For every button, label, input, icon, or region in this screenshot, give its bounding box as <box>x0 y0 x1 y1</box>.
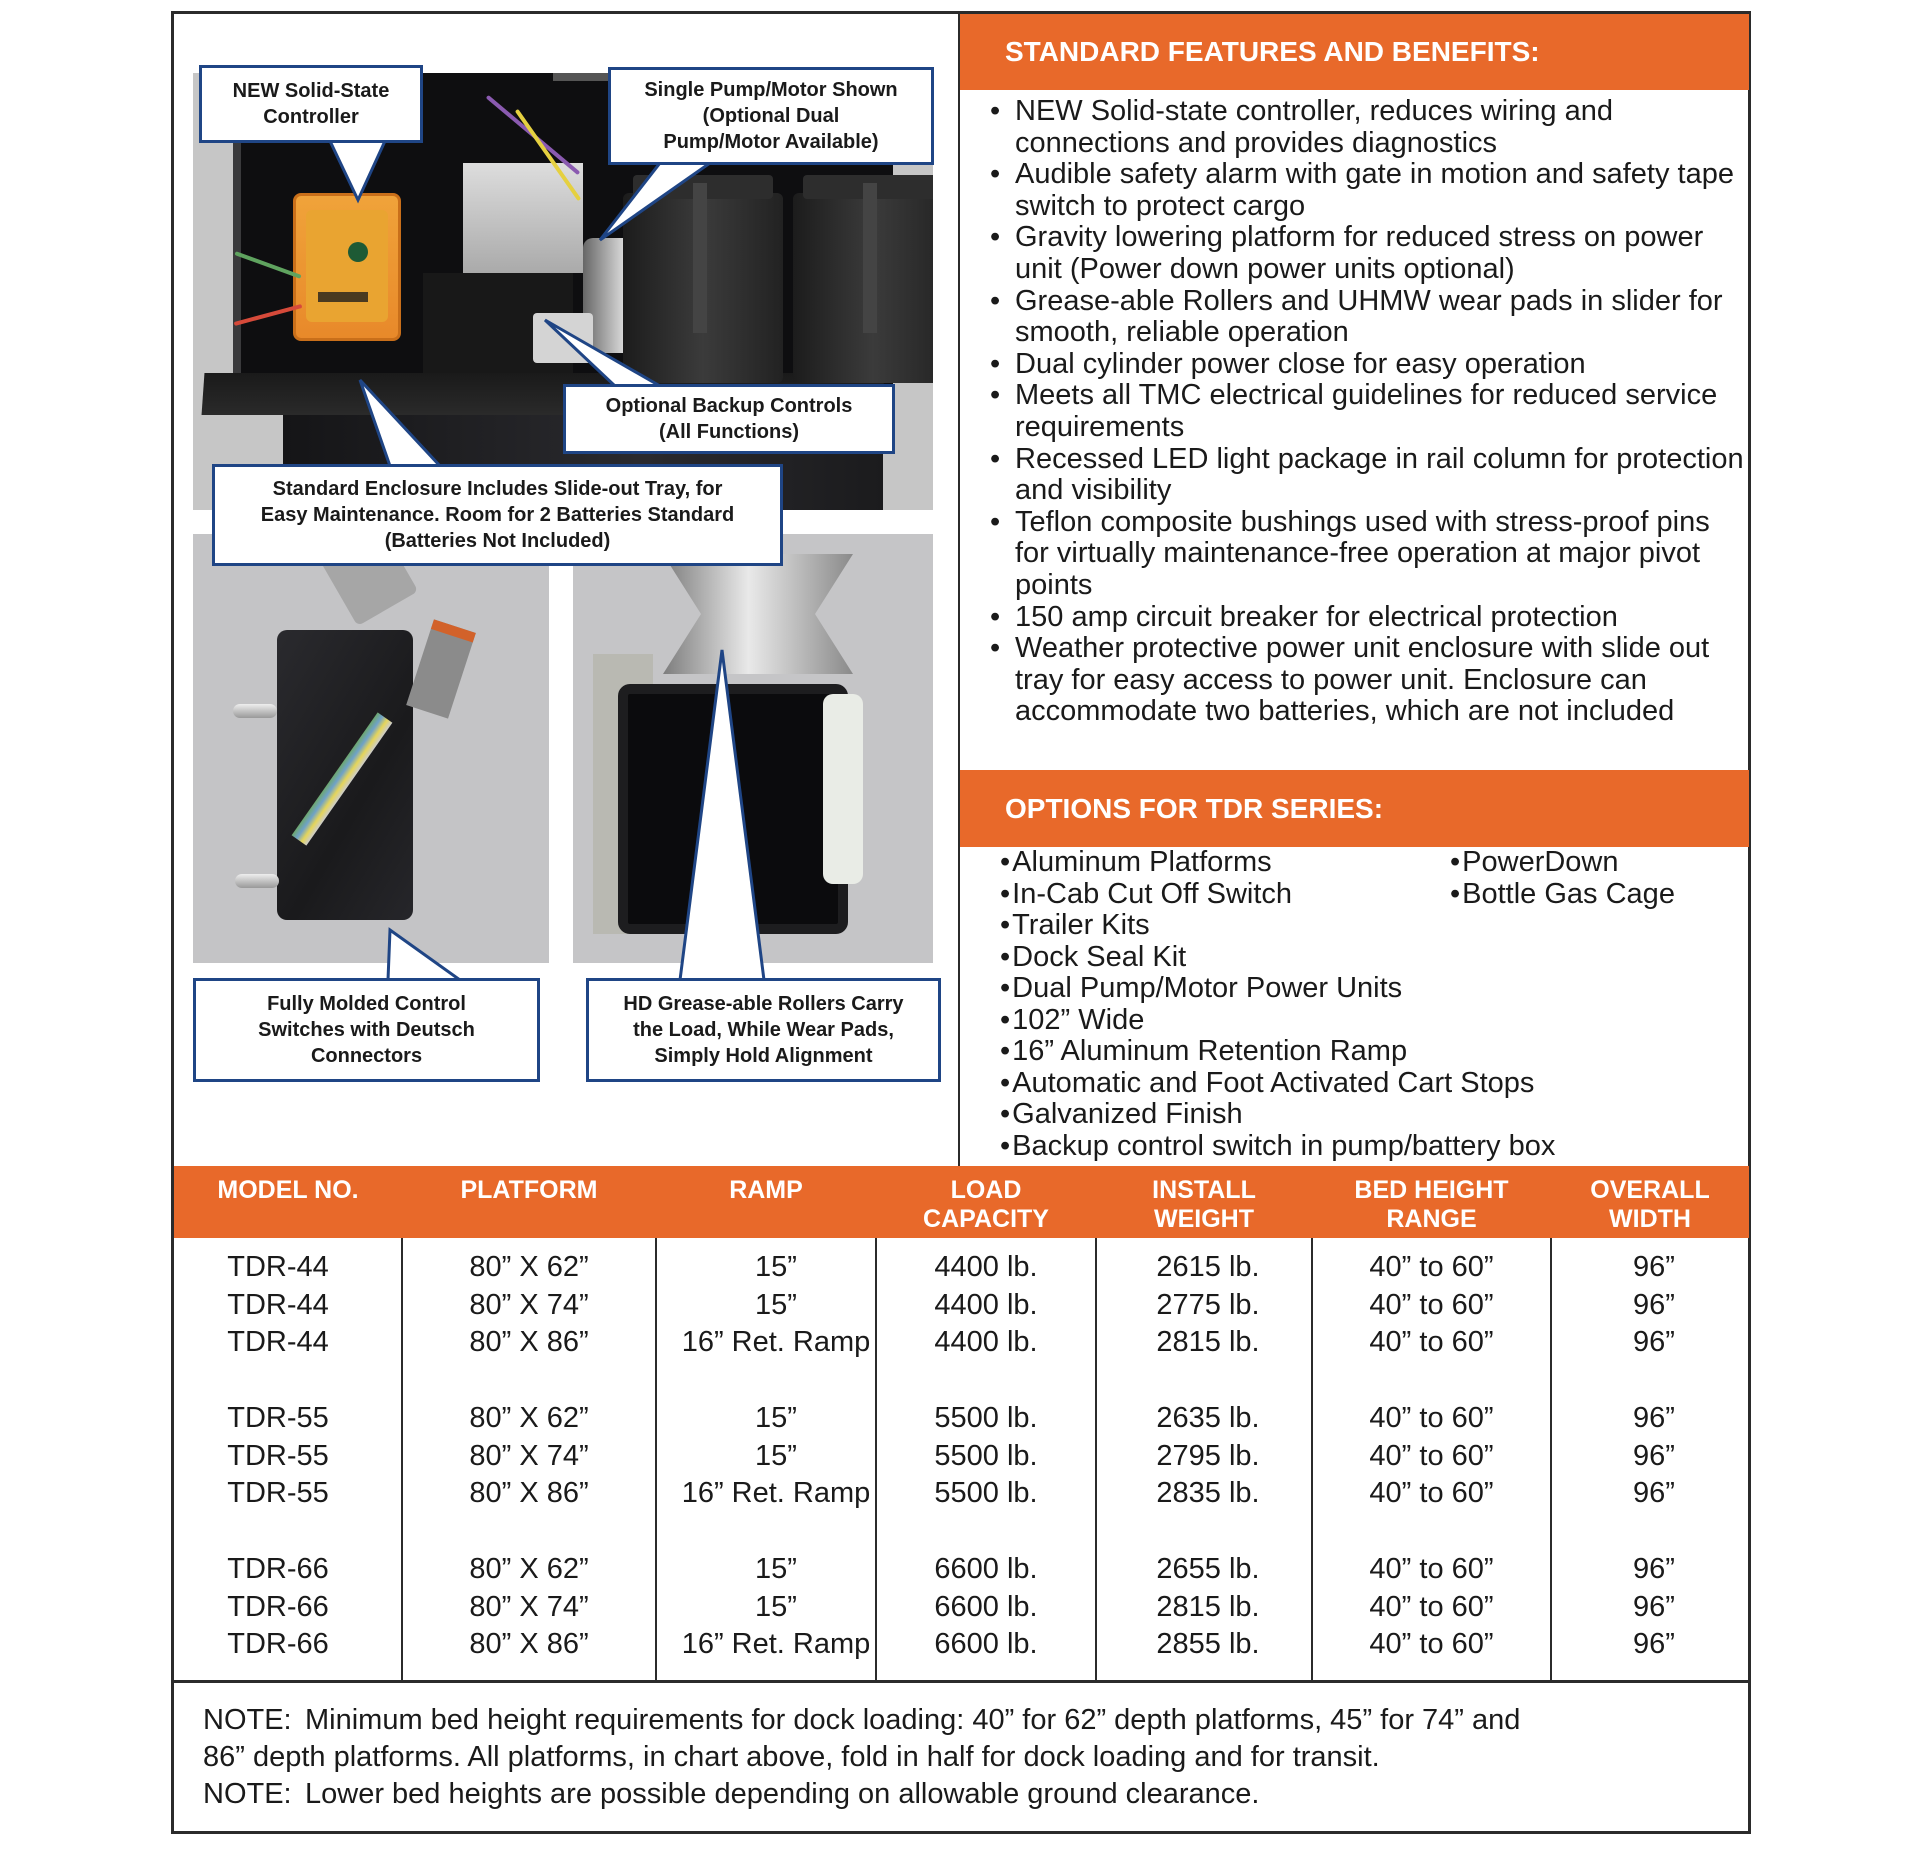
cell-load-capacity: 4400 lb. <box>934 1251 1038 1283</box>
callout-line: Standard Enclosure Includes Slide-out Tray, for <box>272 478 723 500</box>
callout-line: Single Pump/Motor Shown <box>644 79 898 101</box>
callout-line: NEW Solid-State <box>232 80 390 102</box>
cell-platform: 80” X 86” <box>469 1326 589 1359</box>
feature-item: • Gravity lowering platform for reduced stress on power unit (Power down power units optional) <box>990 222 1750 285</box>
note-text: Minimum bed height requirements for dock loading: 40” for 62” depth platforms, 45” for 74” and <box>305 1704 1521 1736</box>
table-row <box>174 1438 1749 1476</box>
column-header-line: MODEL NO. <box>217 1176 359 1204</box>
option-item: • Bottle Gas Cage <box>1450 879 1730 911</box>
model-group <box>174 1400 1749 1551</box>
cell-install-weight: 2855 lb. <box>1156 1628 1260 1661</box>
cell-platform: 80” X 86” <box>469 1477 589 1510</box>
table-row <box>174 1475 1749 1513</box>
cell-ramp: 15” <box>755 1402 797 1434</box>
callout-line: Connectors <box>310 1045 423 1067</box>
cell-load-capacity: 4400 lb. <box>934 1326 1038 1359</box>
option-item: • In-Cab Cut Off Switch <box>1000 879 1440 911</box>
cell-bed-height-range: 40” to 60” <box>1369 1590 1494 1623</box>
cell-bed-height-range: 40” to 60” <box>1369 1439 1494 1472</box>
feature-item: • Audible safety alarm with gate in motion and safety tape switch to protect cargo <box>990 159 1750 222</box>
option-item: • 102” Wide <box>1000 1005 1440 1037</box>
cell-model: TDR-44 <box>227 1251 329 1283</box>
cell-install-weight: 2835 lb. <box>1156 1477 1260 1510</box>
cell-overall-width: 96” <box>1633 1553 1675 1585</box>
cell-overall-width: 96” <box>1633 1326 1675 1359</box>
column-header-line: INSTALL <box>1152 1176 1256 1204</box>
callout-line: the Load, While Wear Pads, <box>633 1019 894 1041</box>
column-header-line: WEIGHT <box>1154 1205 1254 1233</box>
option-item: • PowerDown <box>1450 847 1730 879</box>
table-row <box>174 1249 1749 1287</box>
cell-ramp: 16” Ret. Ramp <box>681 1628 871 1661</box>
cell-ramp: 15” <box>755 1251 797 1283</box>
note-ground-clearance <box>203 1776 1743 1813</box>
cell-platform: 80” X 74” <box>469 1439 589 1472</box>
callout-line: Easy Maintenance. Room for 2 Batteries Standard <box>260 504 735 526</box>
pointer-rollers <box>680 650 764 980</box>
feature-item: • Meets all TMC electrical guidelines for reduced service requirements <box>990 380 1750 443</box>
cell-model: TDR-66 <box>227 1628 329 1661</box>
cell-model: TDR-66 <box>227 1590 329 1623</box>
cell-load-capacity: 5500 lb. <box>934 1402 1038 1434</box>
cell-bed-height-range: 40” to 60” <box>1369 1402 1494 1434</box>
table-row <box>174 1400 1749 1438</box>
callout-pump-motor <box>608 67 934 165</box>
cell-load-capacity: 5500 lb. <box>934 1439 1038 1472</box>
option-item: • Dual Pump/Motor Power Units <box>1000 973 1440 1005</box>
note-dock-loading <box>203 1702 1743 1739</box>
option-item: • Galvanized Finish <box>1000 1099 1440 1131</box>
callout-line: Simply Hold Alignment <box>654 1045 873 1067</box>
cell-overall-width: 96” <box>1633 1628 1675 1661</box>
cell-ramp: 16” Ret. Ramp <box>681 1477 871 1510</box>
cell-model: TDR-55 <box>227 1477 329 1510</box>
note-text: Lower bed heights are possible depending on allowable ground clearance. <box>305 1778 1260 1810</box>
option-item: • Backup control switch in pump/battery box <box>1000 1131 1440 1163</box>
callout-line: Fully Molded Control <box>267 993 466 1015</box>
cell-overall-width: 96” <box>1633 1288 1675 1321</box>
option-item: • Automatic and Foot Activated Cart Stops <box>1000 1068 1440 1100</box>
cell-install-weight: 2615 lb. <box>1156 1251 1260 1283</box>
table-row <box>174 1324 1749 1362</box>
options-title: OPTIONS FOR TDR SERIES: <box>1005 792 1384 824</box>
cell-model: TDR-55 <box>227 1439 329 1472</box>
column-header-line: RAMP <box>729 1176 803 1204</box>
column-header-line: OVERALL <box>1590 1176 1710 1204</box>
column-header-line: BED HEIGHT <box>1354 1176 1509 1204</box>
cell-load-capacity: 5500 lb. <box>934 1477 1038 1510</box>
note-label: NOTE: <box>203 1704 292 1736</box>
cell-bed-height-range: 40” to 60” <box>1369 1326 1494 1359</box>
note-text: 86” depth platforms. All platforms, in chart above, fold in half for dock loading and for transit. <box>203 1741 1380 1773</box>
callout-control-switches <box>193 978 540 1082</box>
cell-ramp: 15” <box>755 1288 797 1321</box>
cell-install-weight: 2635 lb. <box>1156 1402 1260 1434</box>
callout-line: Switches with Deutsch <box>258 1019 475 1041</box>
spec-table-body <box>174 1249 1749 1702</box>
pointer-switches <box>388 930 460 980</box>
callout-rollers <box>586 978 941 1082</box>
cell-platform: 80” X 86” <box>469 1628 589 1661</box>
cell-ramp: 16” Ret. Ramp <box>681 1326 871 1359</box>
cell-install-weight: 2775 lb. <box>1156 1288 1260 1321</box>
callout-line: Optional Backup Controls <box>605 395 853 417</box>
callout-line: (Batteries Not Included) <box>384 530 611 552</box>
cell-overall-width: 96” <box>1633 1439 1675 1472</box>
callout-enclosure <box>212 464 783 566</box>
callout-line: (All Functions) <box>659 421 799 443</box>
cell-platform: 80” X 62” <box>469 1251 589 1283</box>
cell-install-weight: 2795 lb. <box>1156 1439 1260 1472</box>
callout-line: (Optional Dual <box>702 105 840 127</box>
cell-bed-height-range: 40” to 60” <box>1369 1553 1494 1585</box>
option-item: • Trailer Kits <box>1000 910 1440 942</box>
cell-install-weight: 2655 lb. <box>1156 1553 1260 1585</box>
note-dock-loading-cont <box>203 1739 1743 1776</box>
cell-load-capacity: 6600 lb. <box>934 1590 1038 1623</box>
column-header-line: LOAD <box>950 1176 1022 1204</box>
cell-bed-height-range: 40” to 60” <box>1369 1477 1494 1510</box>
callout-backup-controls <box>563 384 895 454</box>
cell-ramp: 15” <box>755 1439 797 1472</box>
pointer-enclosure <box>360 380 440 466</box>
pointer-backup <box>545 320 660 386</box>
cell-bed-height-range: 40” to 60” <box>1369 1288 1494 1321</box>
cell-platform: 80” X 74” <box>469 1590 589 1623</box>
cell-load-capacity: 6600 lb. <box>934 1628 1038 1661</box>
model-group <box>174 1249 1749 1400</box>
cell-overall-width: 96” <box>1633 1477 1675 1510</box>
feature-item: • Teflon composite bushings used with stress-proof pins for virtually maintenance-free operation at major pivot points <box>990 507 1750 602</box>
cell-overall-width: 96” <box>1633 1251 1675 1283</box>
cell-load-capacity: 6600 lb. <box>934 1553 1038 1585</box>
option-item: • 16” Aluminum Retention Ramp <box>1000 1036 1440 1068</box>
standard-features-title: STANDARD FEATURES AND BENEFITS: <box>1005 36 1540 67</box>
cell-model: TDR-44 <box>227 1288 329 1321</box>
cell-load-capacity: 4400 lb. <box>934 1288 1038 1321</box>
feature-item: • 150 amp circuit breaker for electrical protection <box>990 602 1750 634</box>
table-row <box>174 1287 1749 1325</box>
cell-ramp: 15” <box>755 1590 797 1623</box>
option-item: • Aluminum Platforms <box>1000 847 1440 879</box>
cell-bed-height-range: 40” to 60” <box>1369 1628 1494 1661</box>
column-header-line: RANGE <box>1386 1205 1477 1233</box>
feature-item: • Grease-able Rollers and UHMW wear pads in slider for smooth, reliable operation <box>990 286 1750 349</box>
callout-line: Controller <box>263 106 359 128</box>
cell-platform: 80” X 74” <box>469 1288 589 1321</box>
callout-line: HD Grease-able Rollers Carry <box>623 993 904 1015</box>
notes <box>203 1702 1743 1813</box>
cell-model: TDR-55 <box>227 1402 329 1434</box>
column-header-line: CAPACITY <box>923 1205 1049 1233</box>
cell-install-weight: 2815 lb. <box>1156 1326 1260 1359</box>
cell-bed-height-range: 40” to 60” <box>1369 1251 1494 1283</box>
cell-model: TDR-66 <box>227 1553 329 1585</box>
cell-platform: 80” X 62” <box>469 1402 589 1434</box>
spec-table-bottom-rule <box>174 1680 1749 1683</box>
cell-model: TDR-44 <box>227 1326 329 1359</box>
pointer-controller <box>330 141 385 200</box>
cell-overall-width: 96” <box>1633 1402 1675 1434</box>
pointer-pump <box>600 163 710 240</box>
callout-controller <box>199 65 423 143</box>
cell-platform: 80” X 62” <box>469 1553 589 1585</box>
cell-overall-width: 96” <box>1633 1590 1675 1623</box>
cell-install-weight: 2815 lb. <box>1156 1590 1260 1623</box>
table-row <box>174 1589 1749 1627</box>
table-row <box>174 1626 1749 1664</box>
option-item: • Dock Seal Kit <box>1000 942 1440 974</box>
feature-item: • Weather protective power unit enclosure with slide out tray for easy access to power unit. Enclosure can accommodate two batteries, which are not included <box>990 633 1750 728</box>
table-row <box>174 1551 1749 1589</box>
note-label: NOTE: <box>203 1778 292 1810</box>
callout-line: Pump/Motor Available) <box>663 131 879 153</box>
cell-ramp: 15” <box>755 1553 797 1585</box>
feature-item: • NEW Solid-state controller, reduces wiring and connections and provides diagnostics <box>990 96 1750 159</box>
column-header-line: PLATFORM <box>460 1176 598 1204</box>
column-header-line: WIDTH <box>1609 1205 1691 1233</box>
feature-item: • Dual cylinder power close for easy operation <box>990 349 1750 381</box>
feature-item: • Recessed LED light package in rail column for protection and visibility <box>990 444 1750 507</box>
